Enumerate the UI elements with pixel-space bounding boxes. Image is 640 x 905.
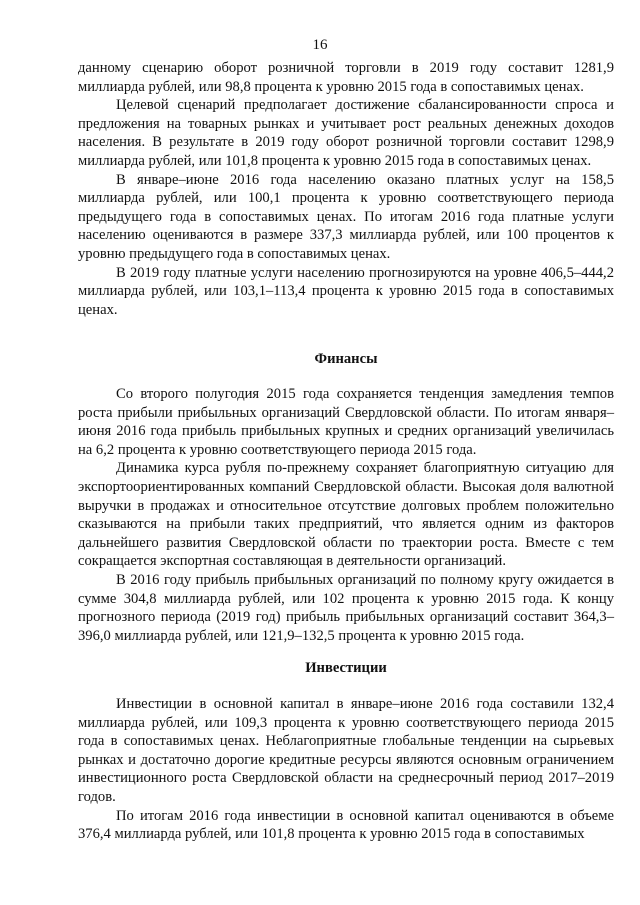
paragraph: Со второго полугодия 2015 года сохраняется тенденция замедления темпов роста прибыли прибыльных организаций Свердловской области. По итогам января–июня 2016 года прибыль прибыльных крупных и средних организаций увеличилась на 6,2 процента к уровню соответствующего периода 2015 года. [78,386,614,458]
paragraph: Инвестиции в основной капитал в январе–июне 2016 года составили 132,4 миллиарда рублей, или 109,3 процента к уровню соответствующего периода 2015 года в сопоставимых ценах. Неблагоприятные глобальные тенденции на сырьевых рынках и достаточно дорогие кредитные ресурсы являются основным ограничением инвестиционного роста Свердловской области на среднесрочный период 2017–2019 годов. [78,696,614,805]
paragraph: В январе–июне 2016 года населению оказано платных услуг на 158,5 миллиарда рублей, или 100,1 процента к уровню соответствующего периода предыдущего года в сопоставимых ценах. По итогам 2016 года платные услуги населению оцениваются в размере 337,3 миллиарда рублей, или 100 процентов к уровню предыдущего года в сопоставимых ценах. [78,171,614,262]
section-heading-investment: Инвестиции [305,660,387,676]
intro-section [78,59,614,319]
finance-body [78,385,614,645]
paragraph: Целевой сценарий предполагает достижение сбалансированности спроса и предложения на товарных рынках и учитывает рост реальных денежных доходов населения. В результате в 2019 году оборот розничной торговли составит 1298,9 миллиарда рублей, или 101,8 процента к уровню 2015 года в сопоставимых ценах. [78,97,614,169]
paragraph: В 2016 году прибыль прибыльных организаций по полному кругу ожидается в сумме 304,8 миллиарда рублей, или 102 процента к уровню 2015 года. К концу прогнозного периода (2019 год) прибыль прибыльных организаций составит 364,3–396,0 миллиарда рублей, или 121,9–132,5 процента к уровню 2015 года. [78,571,614,644]
paragraph: данному сценарию оборот розничной торговли в 2019 году составит 1281,9 миллиарда рублей, или 98,8 процента к уровню 2015 года в сопоставимых ценах. [78,60,614,95]
finance-section [78,350,614,369]
investment-body [78,695,614,844]
page-number: 16 [312,37,328,53]
section-heading-finance: Финансы [314,351,378,367]
paragraph: По итогам 2016 года инвестиции в основной капитал оцениваются в объеме 376,4 миллиарда рублей, или 101,8 процента к уровню 2015 года в сопоставимых [78,807,614,843]
paragraph: В 2019 году платные услуги населению прогнозируются на уровне 406,5–444,2 миллиарда рублей, или 103,1–113,4 процента к уровню 2015 года в сопоставимых ценах. [78,264,614,318]
paragraph: Динамика курса рубля по-прежнему сохраняет благоприятную ситуацию для экспортоориентированных компаний Свердловской области. Высокая доля валютной выручки в продажах и относительное отсутствие долговых проблем положительно сказываются на прибыли таких предприятий, что является одним из факторов дальнейшего развития Свердловской области по траектории роста. Вместе с тем сокращается экспортная составляющая в деятельности организаций. [78,460,614,570]
investment-section [78,659,614,678]
